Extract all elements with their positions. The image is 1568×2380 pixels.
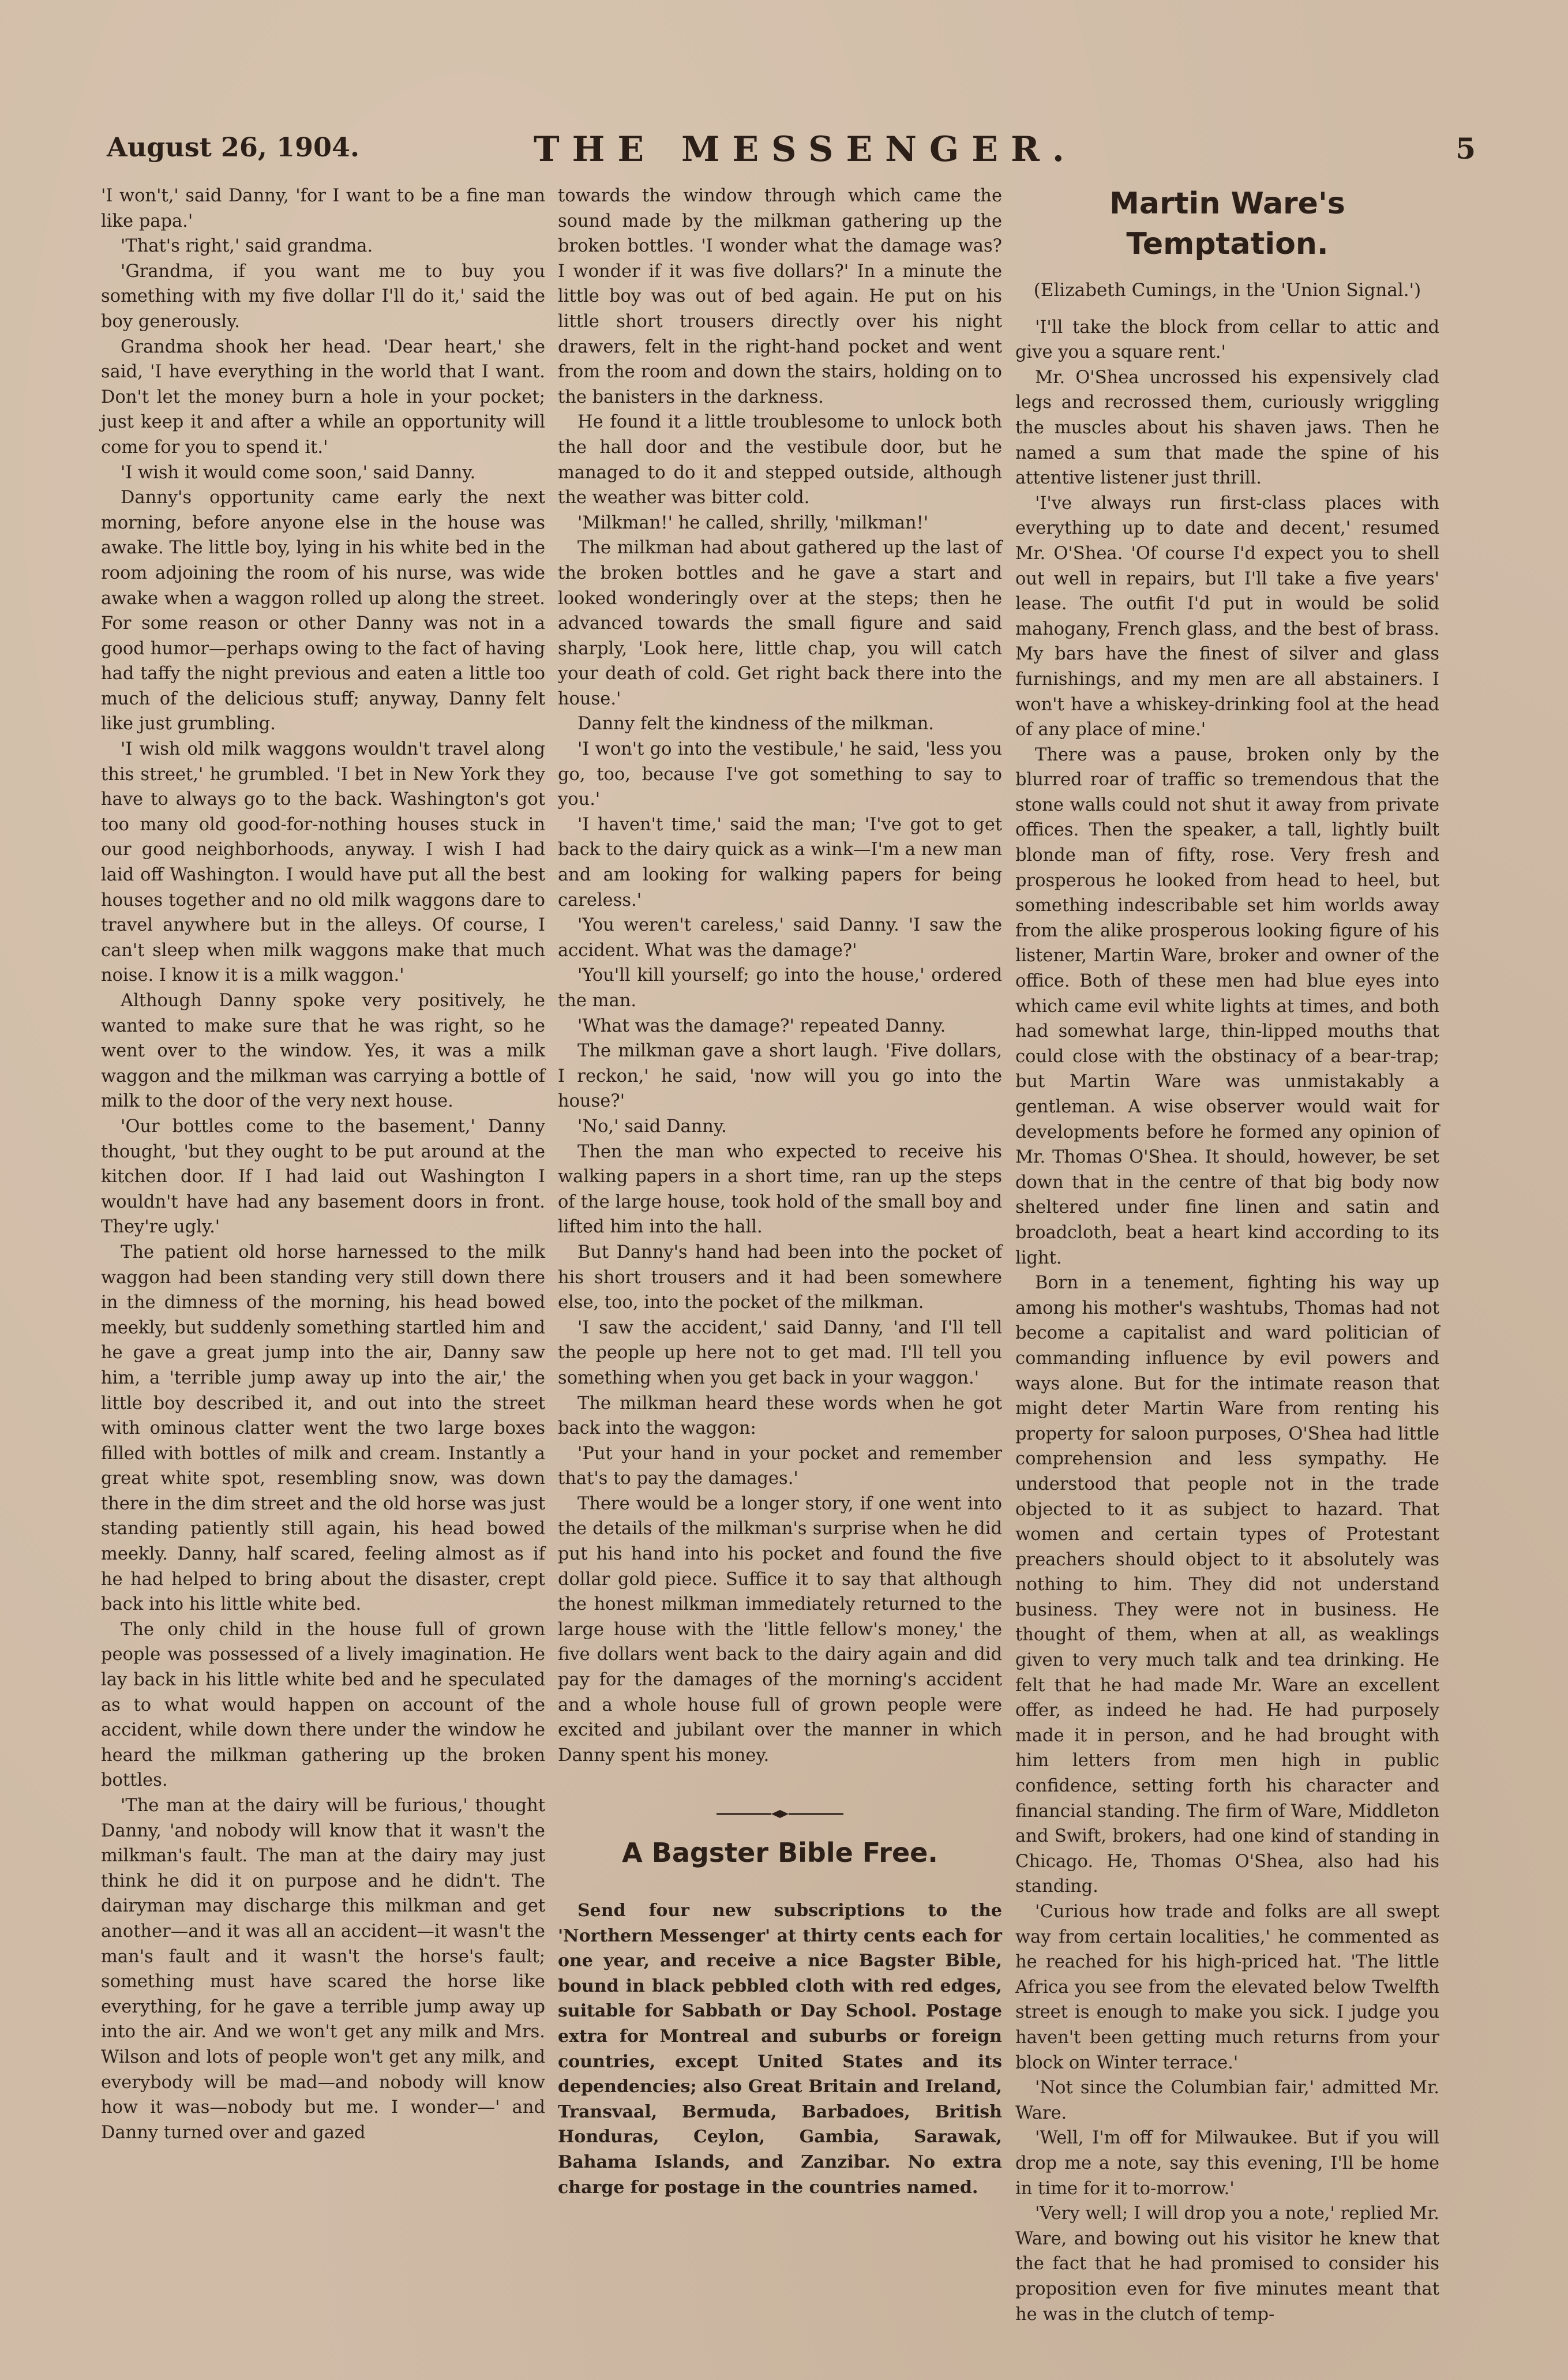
issue-date: August 26, 1904. [107, 132, 359, 163]
article-title: Martin Ware's Temptation. [1109, 186, 1345, 261]
paragraph: 'You weren't careless,' said Danny. 'I saw the accident. What was the damage?' [558, 915, 1002, 961]
paragraph: 'I won't go into the vestibule,' he said, 'less you go, too, because I've got something to say to you.' [558, 739, 1002, 810]
paragraph: 'I've always run first-class places with everything up to date and decent,' resumed Mr. O'Shea. 'Of course I'd expect you to shell out well in repairs, but I'll take a five years' lease. The outfit I'd put in would be solid mahogany, French glass, and the best of brass. My bars have the finest of silver and glass furnishings, and my men are all abstainers. I won't have a whiskey-drinking fool at the head of any place of mine.' [1015, 493, 1439, 740]
paragraph: The milkman heard these words when he got back into the waggon: [558, 1393, 1002, 1439]
notice-box [558, 1898, 1002, 2200]
paragraph: The milkman gave a short laugh. 'Five dollars, I reckon,' he said, 'now will you go into the house?' [558, 1041, 1002, 1112]
paragraph: Then the man who expected to receive his walking papers in a short time, ran up the steps of the large house, took hold of the small boy and lifted him into the hall. [558, 1141, 1002, 1238]
paragraph: Danny's opportunity came early the next morning, before anyone else in the house was awake. The little boy, lying in his white bed in the room adjoining the room of his nurse, was wide awake when a waggon rolled up along the street. For some reason or other Danny was not in a good humor—perhaps owing to the fact of having had taffy the night previous and eaten a little too much of the delicious stuff; anyway, Danny felt like just grumbling. [101, 488, 545, 734]
paragraph: The milkman had about gathered up the last of the broken bottles and he gave a start and looked wonderingly over at the steps; then he advanced towards the small figure and said sharply, 'Look here, little chap, you will catch your death of cold. Get right back there into the house.' [558, 538, 1002, 709]
paragraph: 'The man at the dairy will be furious,' thought Danny, 'and nobody will know that it wasn't the milkman's fault. The man at the dairy may just think he did it on purpose and he didn't. The dairyman may discharge this milkman and get another—and it was all an accident—it wasn't the man's fault and it wasn't the horse's fault; something must have scared the horse like everything, for he gave a terrible jump away up into the air. And we won't get any milk and Mrs. Wilson and lots of people won't get any milk, and everybody will be mad—and nobody will know how it was—nobody but me. I wonder—' and Danny turned over and gazed [101, 1796, 545, 2143]
article-byline: (Elizabeth Cumings, in the 'Union Signal.') [1033, 280, 1421, 301]
notice-title: A Bagster Bible Free. [622, 1837, 938, 1869]
paragraph: 'No,' said Danny. [577, 1116, 727, 1137]
paragraph: 'Curious how trade and folks are all swept way from certain localities,' he commented as he reached for his high-priced hat. 'The little Africa you see from the elevated below Twelfth street is enough to make you sick. I judge you haven't been getting much returns from your block on Winter terrace.' [1015, 1902, 1439, 2073]
paragraph: 'Put your hand in your pocket and remember that's to pay the damages.' [558, 1443, 1002, 1489]
paragraph: There was a pause, broken only by the blurred roar of traffic so tremendous that the stone walls could not shut it away from private offices. Then the speaker, a tall, lightly built blonde man of fifty, rose. Very fresh and prosperous he looked from head to heel, but something indescribable set him worlds away from the alike prosperous looking figure of his listener, Martin Ware, broker and owner of the office. Both of these men had blue eyes into which came evil white lights at times, and both had somewhat large, thin-lipped mouths that could close with the obstinacy of a bear-trap; but Martin Ware was unmistakably a gentleman. A wise observer would wait for developments before he formed any opinion of Mr. Thomas O'Shea. It should, however, be set down that in the centre of that big body now sheltered under fine linen and satin and broadcloth, beat a heart kind according to its light. [1015, 744, 1439, 1268]
paragraph: 'Well, I'm off for Milwaukee. But if you will drop me a note, say this evening, I'll be home in time for it to-morrow.' [1015, 2128, 1439, 2199]
paragraph: Born in a tenement, fighting his way up among his mother's washtubs, Thomas had not become a capitalist and ward politician of commanding influence by evil powers and ways alone. But for the intimate reason that might deter Martin Ware from renting his property for saloon purposes, O'Shea had little comprehension and less sympathy. He understood that people not in the trade objected to it as subject to hazard. That women and certain types of Protestant preachers should object to it absolutely was nothing to him. They did not understand business. They were not in business. He thought of them, when at all, as weaklings given to very much talk and tea drinking. He felt that he had made Mr. Ware an excellent offer, as indeed he had. He had purposely made it in person, and he had brought with him letters from men high in public confidence, setting forth his character and financial standing. The firm of Ware, Middleton and Swift, brokers, had one kind of standing in Chicago. He, Thomas O'Shea, also had his standing. [1015, 1273, 1439, 1897]
paragraph: 'I'll take the block from cellar to attic and give you a square rent.' [1015, 317, 1439, 363]
notice-text: Send four new subscriptions to the 'Northern Messenger' at thirty cents each for one year, and receive a nice Bagster Bible, bound in black pebbled cloth with red edges, suitable for Sabbath or Day School. Postage extra for Montreal and suburbs or foreign countries, except United States and its dependencies; also Great Britain and Ireland, Transvaal, Bermuda, Barbadoes, British Honduras, Ceylon, Gambia, Sarawak, Bahama Islands, and Zanzibar. No extra charge for postage in the countries named. [558, 1901, 1002, 2198]
paragraph: 'Our bottles come to the basement,' Danny thought, 'but they ought to be put around at the kitchen door. If I had laid out Washington I wouldn't have had any basement doors in front. They're ugly.' [101, 1116, 545, 1238]
paragraph: towards the window through which came the sound made by the milkman gathering up the broken bottles. 'I wonder what the damage was? I wonder if it was five dollars?' In a minute the little boy was out of bed again. He put on his little short trousers directly over his night drawers, felt in the right-hand pocket and went from the room and down the stairs, holding on to the banisters in the darkness. [558, 186, 1002, 407]
paragraph: 'Very well; I will drop you a note,' replied Mr. Ware, and bowing out his visitor he knew that the fact that he had promised to consider his proposition even for five minutes meant that he was in the clutch of temp- [1015, 2203, 1439, 2325]
paragraph: 'What was the damage?' repeated Danny. [577, 1015, 946, 1036]
paragraph: 'I saw the accident,' said Danny, 'and I'll tell the people up here not to get mad. I'll tell you something when you get back in your waggon.' [558, 1317, 1002, 1388]
paragraph: 'I won't,' said Danny, 'for I want to be a fine man like papa.' [101, 186, 545, 231]
paragraph: 'That's right,' said grandma. [121, 236, 373, 257]
masthead-title: THE MESSENGER. [534, 129, 1077, 170]
paragraph: Grandma shook her head. 'Dear heart,' she said, 'I have everything in the world that I want. Don't let the money burn a hole in your pocket; just keep it and after a while an opportunity will come for you to spend it.' [101, 336, 545, 458]
column-2-story-continued [558, 183, 1002, 2200]
paragraph: But Danny's hand had been into the pocket of his short trousers and it had been somewhere else, too, into the pocket of the milkman. [558, 1242, 1002, 1313]
paragraph: There would be a longer story, if one went into the details of the milkman's surprise when he did put his hand into his pocket and found the five dollar gold piece. Suffice it to say that although the honest milkman immediately returned to the large house with the 'little fellow's money,' the five dollars went back to the dairy again and did pay for the damages of the morning's accident and a whole house full of grown people were excited and jubilant over the manner in which Danny spent his money. [558, 1493, 1002, 1766]
column-1-story-continued [101, 183, 545, 2145]
paragraph: 'Grandma, if you want me to buy you something with my five dollar I'll do it,' said the boy generously. [101, 261, 545, 332]
paragraph: The only child in the house full of grown people was possessed of a lively imagination. He lay back in his little white bed and he speculated as to what would happen on account of the accident, while down there under the window he heard the milkman gathering up the broken bottles. [101, 1619, 545, 1791]
paragraph: Although Danny spoke very positively, he wanted to make sure that he was right, so he went over to the window. Yes, it was a milk waggon and the milkman was carrying a bottle of milk to the door of the very next house. [101, 991, 545, 1112]
paragraph: 'You'll kill yourself; go into the house,' ordered the man. [558, 965, 1002, 1011]
paragraph: Danny felt the kindness of the milkman. [577, 714, 934, 734]
column-3-article [1015, 183, 1439, 2327]
divider-ornament-icon [717, 1808, 843, 1820]
paragraph: The patient old horse harnessed to the milk waggon had been standing very still down there in the dimness of the morning, his head bowed meekly, but suddenly something startled him and he gave a great jump into the air, Danny saw him, a 'terrible jump away up into the air,' the little boy described it, and out into the street with ominous clatter went the two large boxes filled with bottles of milk and cream. Instantly a great white spot, resembling snow, was down there in the dim street and the old horse was just standing patiently still again, his head bowed meekly. Danny, half scared, feeling almost as if he had helped to bring about the disaster, crept back into his little white bed. [101, 1242, 545, 1615]
paragraph: 'Milkman!' he called, shrilly, 'milkman!' [577, 512, 929, 533]
paragraph: 'I wish old milk waggons wouldn't travel along this street,' he grumbled. 'I bet in New York they have to always go to the back. Washington's got too many old good-for-nothing houses stuck in our good neighborhoods, anyway. I wish I had laid off Washington. I would have put all the best houses together and no old milk waggons dare to travel anywhere but in the alleys. Of course, I can't sleep when milk waggons make that much noise. I know it is a milk waggon.' [101, 739, 545, 986]
page-header [107, 129, 1476, 172]
ornamental-divider [558, 1808, 1002, 1820]
paragraph: 'I wish it would come soon,' said Danny. [121, 462, 476, 483]
paragraph: 'Not since the Columbian fair,' admitted Mr. Ware. [1015, 2078, 1439, 2123]
paragraph: Mr. O'Shea uncrossed his expensively clad legs and recrossed them, curiously wriggling the muscles about his shaven jaws. Then he named a sum that made the spine of his attentive listener just thrill. [1015, 367, 1439, 489]
paragraph: 'I haven't time,' said the man; 'I've got to get back to the dairy quick as a wink—I'm a new man and am looking for walking papers for being careless.' [558, 814, 1002, 910]
paragraph: He found it a little troublesome to unlock both the hall door and the vestibule door, but he managed to do it and stepped outside, although the weather was bitter cold. [558, 412, 1002, 508]
page-number: 5 [1456, 132, 1476, 166]
